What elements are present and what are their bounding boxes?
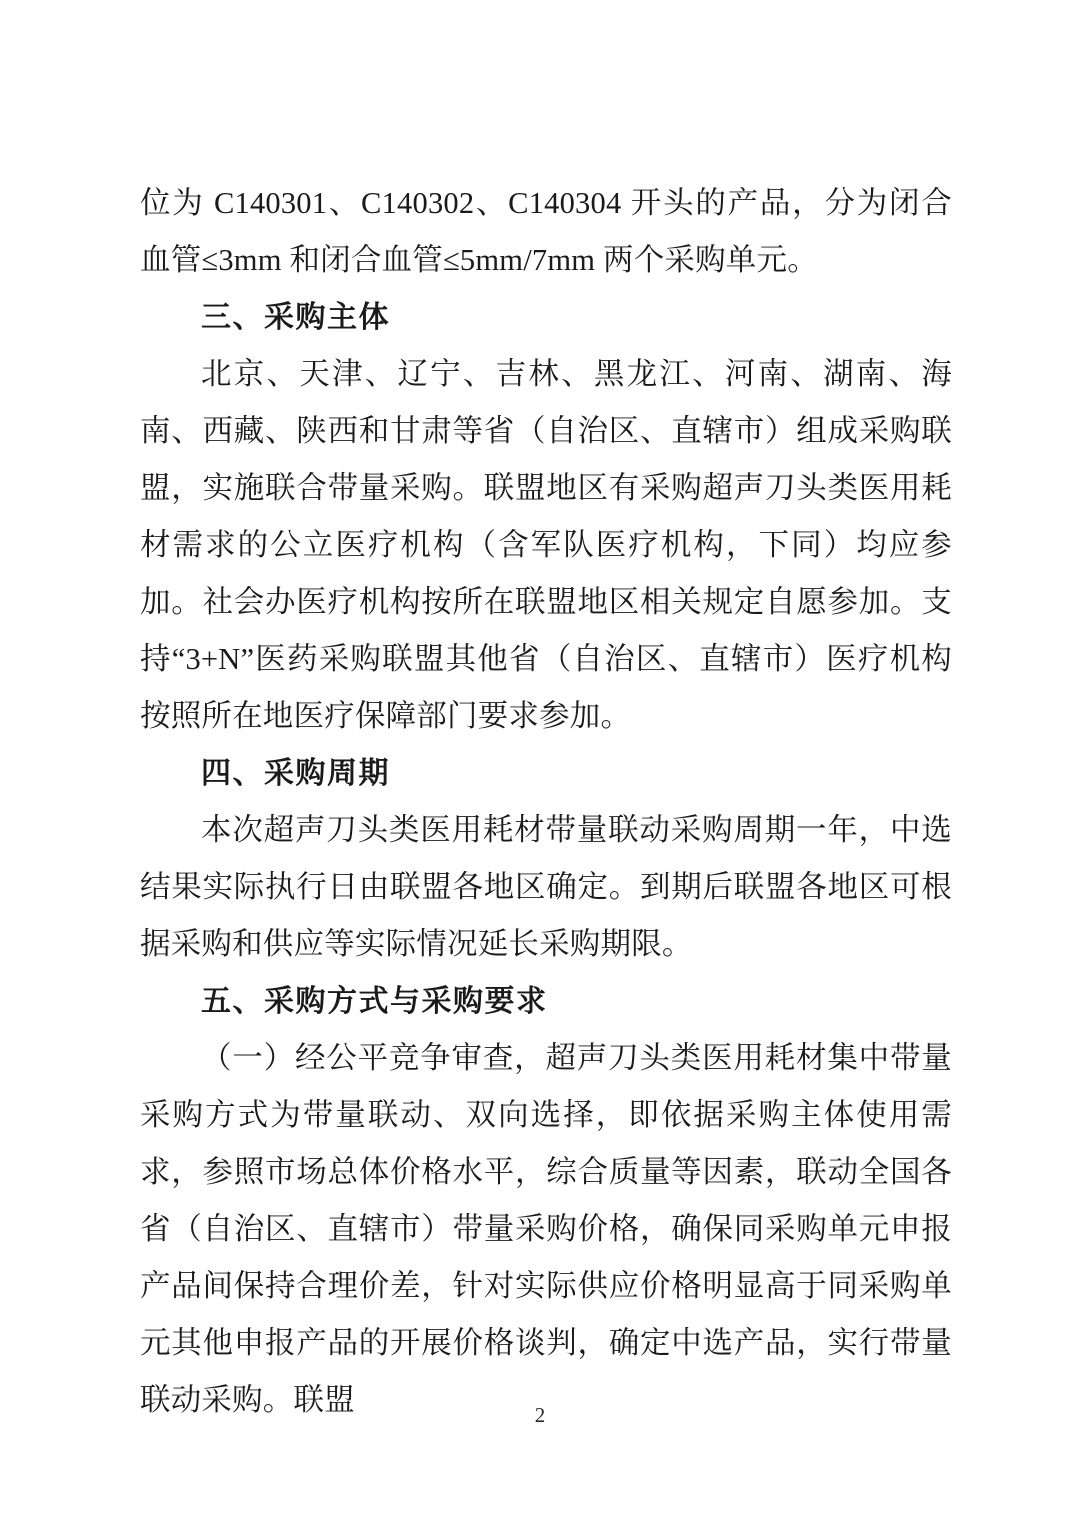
heading-section-four: 四、采购周期 — [201, 757, 390, 790]
paragraph-product-codes: 位为 C140301、C140302、C140304 开头的产品，分为闭合血管≤3mm 和闭合血管≤5mm/7mm 两个采购单元。 — [140, 186, 952, 277]
heading-section-three: 三、采购主体 — [201, 301, 390, 334]
page-number: 2 — [534, 1403, 546, 1427]
paragraph-purchasing-cycle: 本次超声刀头类医用耗材带量联动采购周期一年，中选结果实际执行日由联盟各地区确定。到期后联盟各地区可根据采购和供应等实际情况延长采购期限。 — [140, 813, 952, 961]
paragraph-purchasing-entities: 北京、天津、辽宁、吉林、黑龙江、河南、湖南、海南、西藏、陕西和甘肃等省（自治区、直辖市）组成采购联盟，实施联合带量采购。联盟地区有采购超声刀头类医用耗材需求的公立医疗机构（含军队医疗机构，下同）均应参加。社会办医疗机构按所在联盟地区相关规定自愿参加。支持“3+N”医药采购联盟其他省（自治区、直辖市）医疗机构按照所在地医疗保障部门要求参加。 — [140, 357, 952, 733]
heading-section-five: 五、采购方式与采购要求 — [201, 985, 548, 1018]
document-body — [140, 175, 952, 1429]
paragraph-purchasing-method: （一）经公平竞争审查，超声刀头类医用耗材集中带量采购方式为带量联动、双向选择，即依据采购主体使用需求，参照市场总体价格水平，综合质量等因素，联动全国各省（自治区、直辖市）带量采购价格，确保同采购单元申报产品间保持合理价差，针对实际供应价格明显高于同采购单元其他申报产品的开展价格谈判，确定中选产品，实行带量联动采购。联盟 — [140, 1041, 952, 1417]
